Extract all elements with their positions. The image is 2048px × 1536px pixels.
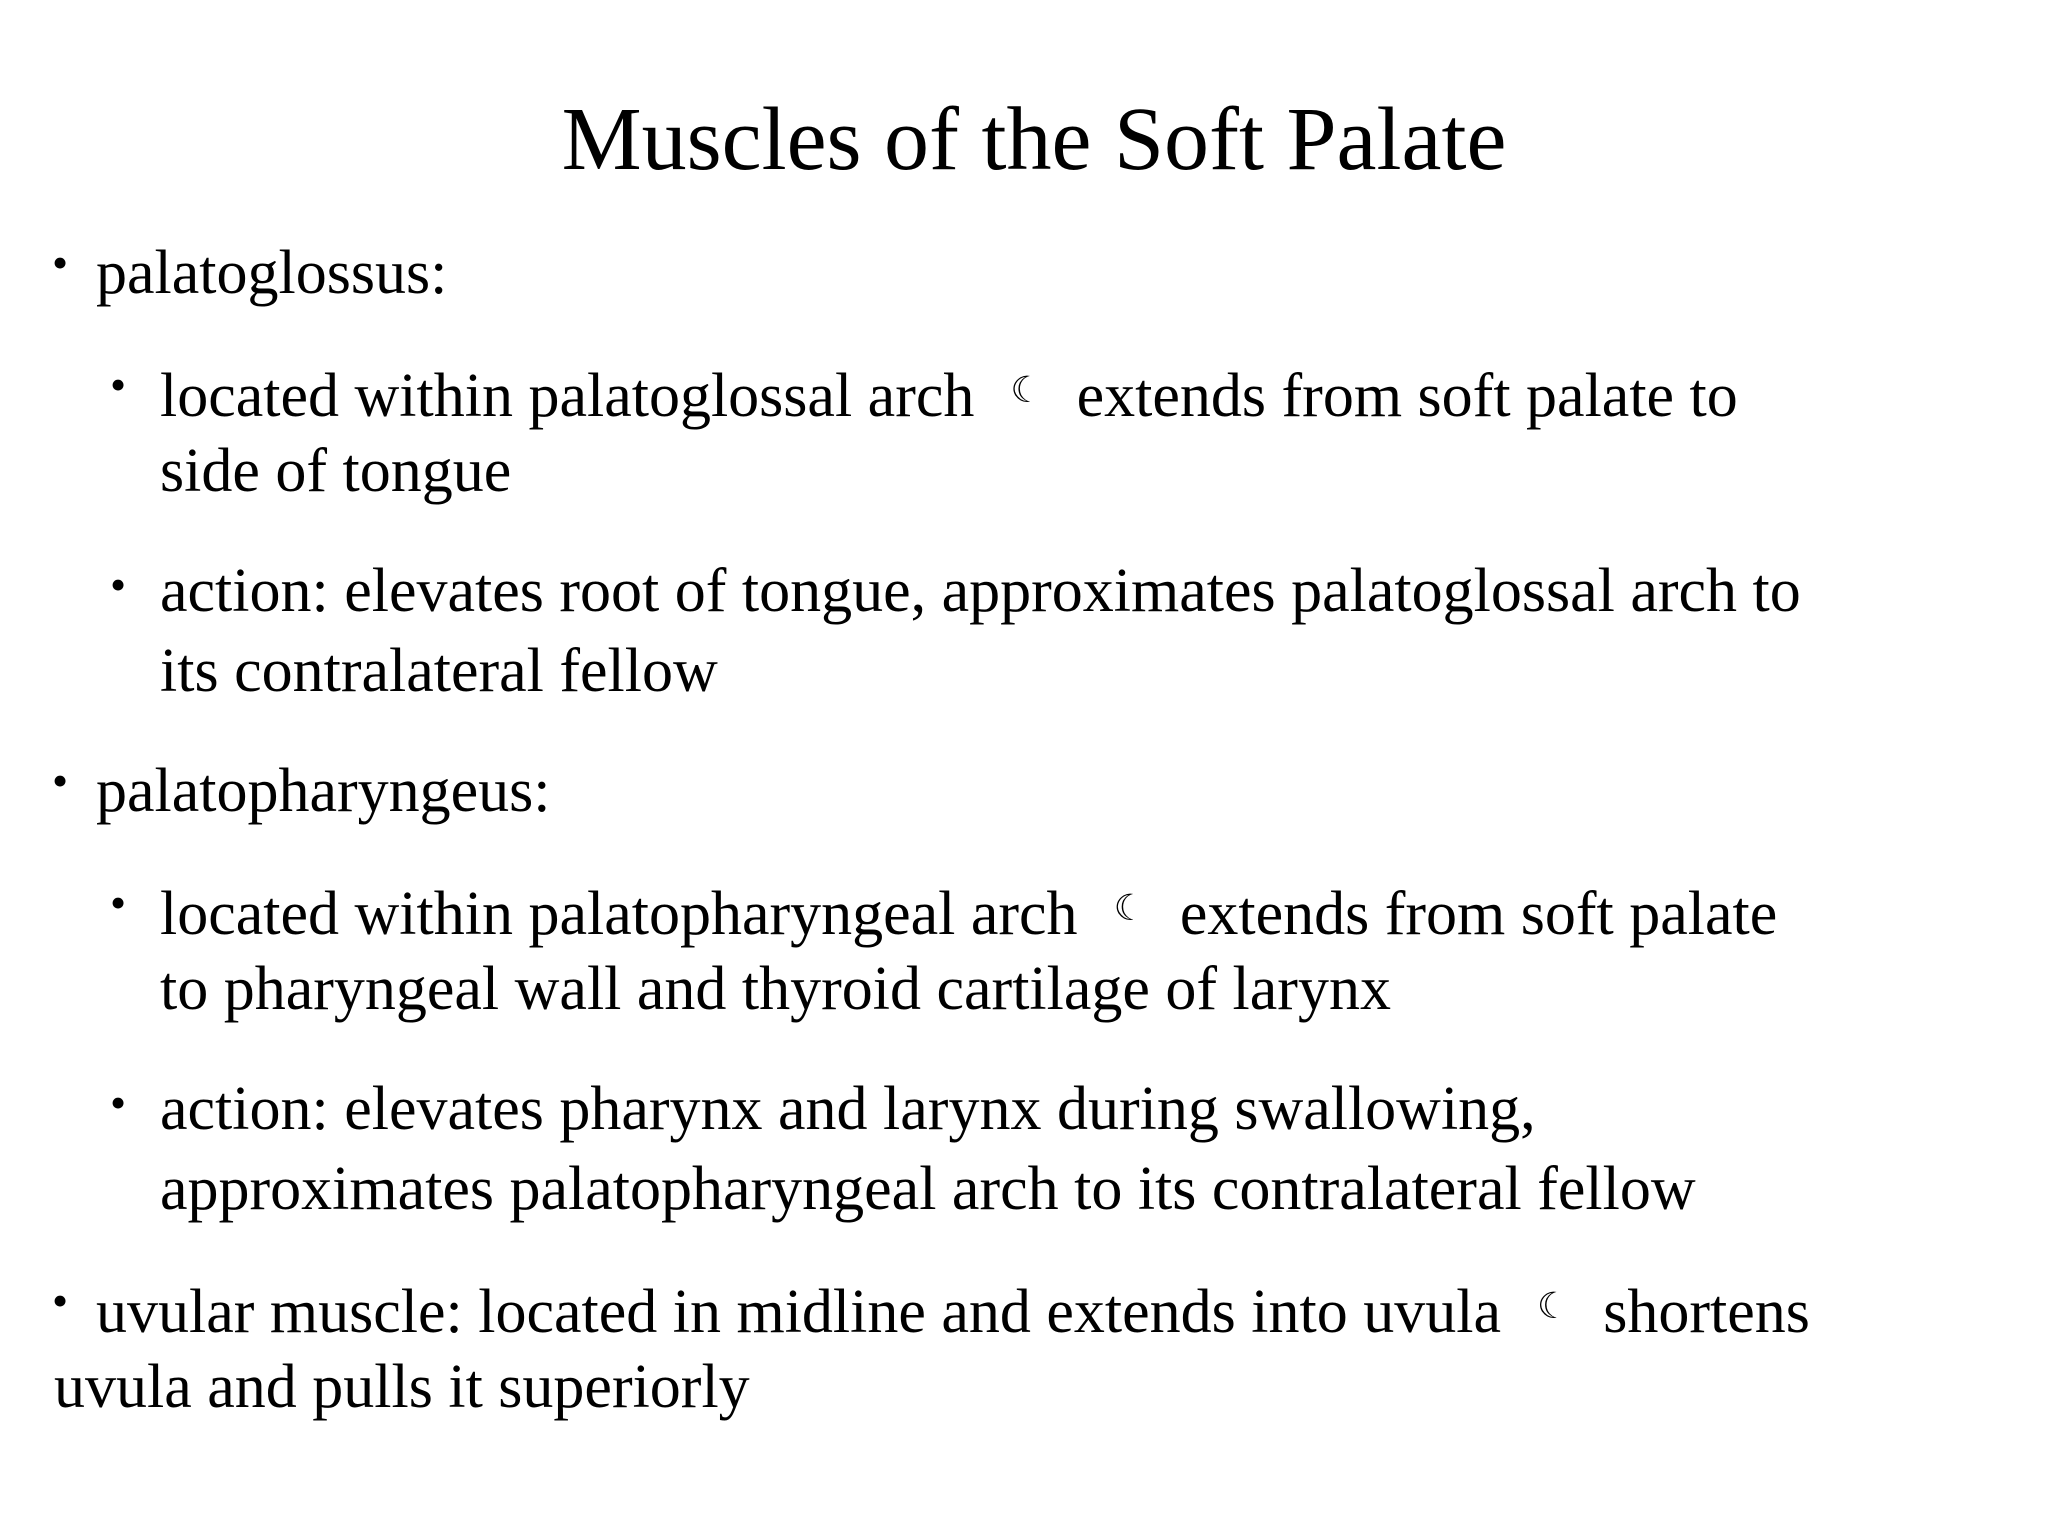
item-text-part: uvular muscle: located in midline and extends into uvula	[96, 1278, 1501, 1346]
crescent-moon-icon: ☾	[1537, 1286, 1570, 1327]
subitem-continuation: approximates palatopharyngeal arch to its contralateral fellow	[160, 1155, 1696, 1223]
subitem-text: action: elevates root of tongue, approximates palatoglossal arch to	[160, 557, 1801, 625]
crescent-moon-icon: ☾	[1113, 888, 1146, 929]
item-uvular-muscle	[96, 1272, 1810, 1347]
subitem-text-part: extends from soft palate to	[1076, 362, 1738, 430]
subitem-continuation: its contralateral fellow	[160, 637, 718, 705]
subitem-text-part: located within palatopharyngeal arch	[160, 880, 1078, 948]
subitem-text	[160, 874, 1777, 949]
item-heading-palatoglossus: palatoglossus:	[96, 239, 448, 307]
item-heading-palatopharyngeus: palatopharyngeus:	[96, 757, 551, 825]
item-text-part: shortens	[1603, 1278, 1810, 1346]
subitem-text-part: extends from soft palate	[1179, 880, 1778, 948]
bullet-icon: •	[52, 1275, 69, 1326]
subitem-text	[160, 356, 1738, 431]
subitem-text-part: located within palatoglossal arch	[160, 362, 975, 430]
sub-bullet-icon: •	[110, 1077, 127, 1128]
item-continuation: uvula and pulls it superiorly	[54, 1353, 750, 1421]
sub-bullet-icon: •	[110, 559, 127, 610]
subitem-continuation: to pharyngeal wall and thyroid cartilage of larynx	[160, 955, 1391, 1023]
slide-title: Muscles of the Soft Palate	[561, 90, 1507, 189]
crescent-moon-icon: ☾	[1010, 370, 1043, 411]
sub-bullet-icon: •	[110, 877, 127, 928]
bullet-icon: •	[52, 755, 69, 806]
bullet-icon: •	[52, 237, 69, 288]
subitem-text: action: elevates pharynx and larynx during swallowing,	[160, 1075, 1536, 1143]
subitem-continuation: side of tongue	[160, 437, 512, 505]
sub-bullet-icon: •	[110, 359, 127, 410]
